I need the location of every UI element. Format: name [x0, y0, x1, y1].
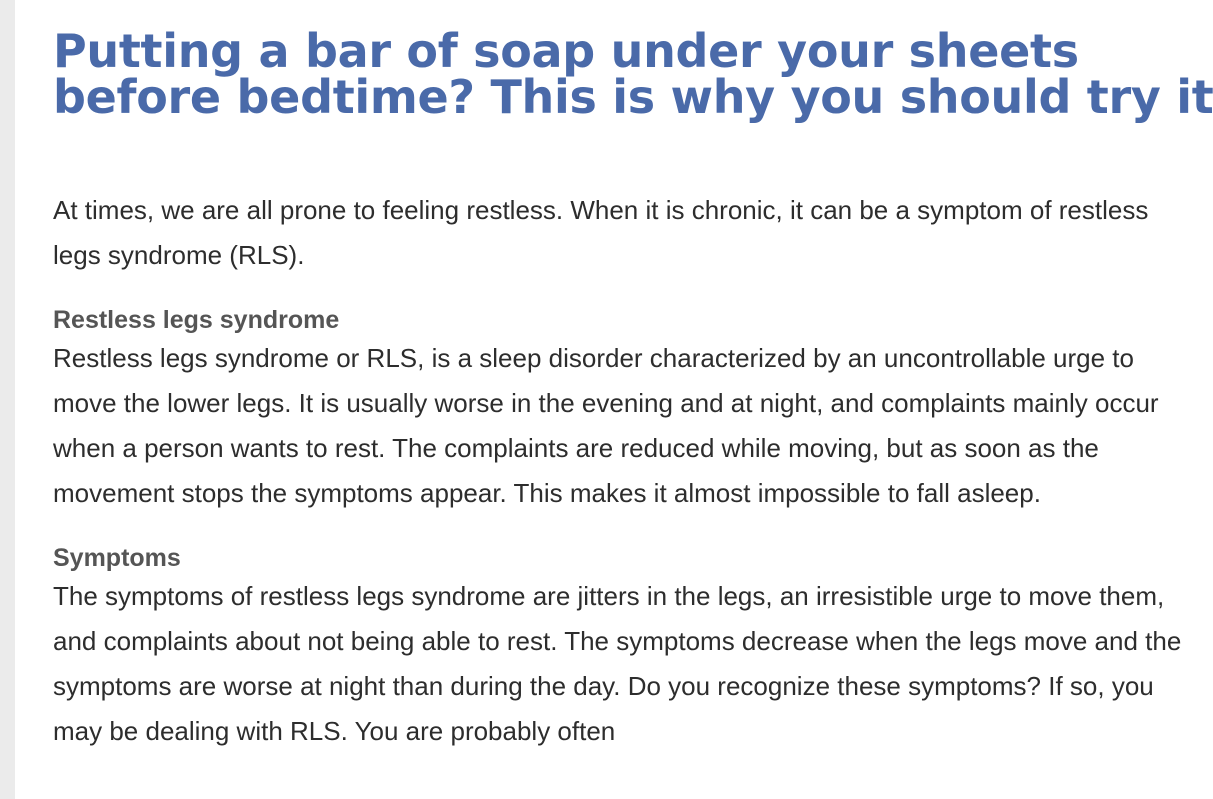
section-paragraph-symptoms: The symptoms of restless legs syndrome are jitters in the legs, an irresistible urge to move them, and complaints about not being able to rest. The symptoms decrease when the legs move and the symptoms are worse at night than during the day. Do you recognize these symptoms? If so, you may be dealing with RLS. You are probably often [53, 581, 1182, 746]
left-gutter [0, 0, 15, 799]
article [53, 0, 1213, 754]
article-title-line2: before bedtime? This is why you should try it [53, 70, 1213, 124]
section-paragraph-restless-legs: Restless legs syndrome or RLS, is a sleep disorder characterized by an uncontrollable urge to move the lower legs. It is usually worse in the evening and at night, and complaints mainly occur when a person wants to rest. The complaints are reduced while moving, but as soon as the movement stops the symptoms appear. This makes it almost impossible to fall asleep. [53, 343, 1159, 508]
section-heading-restless-legs: Restless legs syndrome [53, 306, 340, 334]
article-title [53, 24, 1213, 124]
section-heading-symptoms: Symptoms [53, 544, 181, 572]
article-title-line1: Putting a bar of soap under your sheets [53, 24, 1079, 78]
intro-paragraph: At times, we are all prone to feeling restless. When it is chronic, it can be a symptom of restless legs syndrome (RLS). [53, 195, 1149, 270]
